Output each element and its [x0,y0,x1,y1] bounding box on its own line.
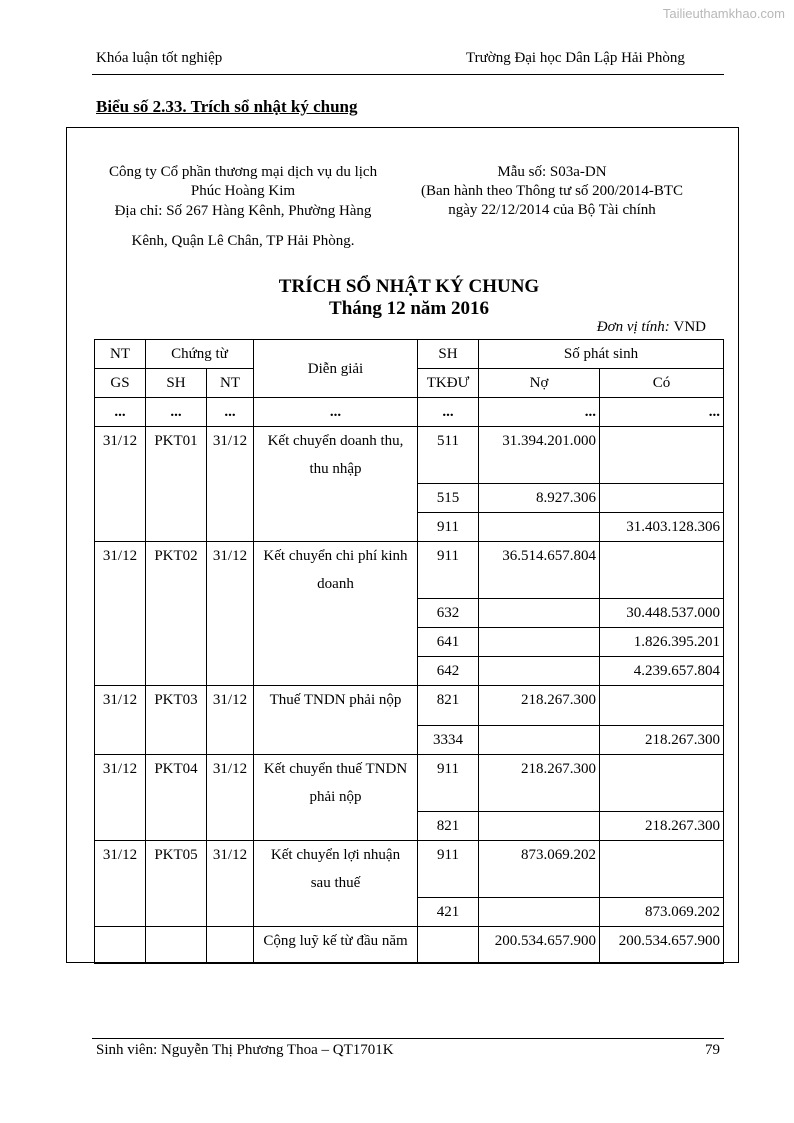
header-co: Có [600,369,724,398]
dots-cell: ... [479,398,600,427]
entry-credit: 1.826.395.201 [600,628,724,657]
dots-cell: ... [95,398,146,427]
header-sh: SH [146,369,207,398]
total-credit: 200.534.657.900 [600,927,724,964]
entry-account: 511 [418,427,479,484]
header-chung-tu: Chứng từ [146,340,254,369]
entry-sh: PKT02 [146,542,207,686]
entry-account: 821 [418,812,479,841]
form-code: Mẫu số: S03a-DN [497,164,607,180]
empty-cell [146,927,207,964]
table-row [95,542,724,599]
entry-debit: 36.514.657.804 [479,542,600,599]
entry-date: 31/12 [95,755,146,841]
entry-sh: PKT05 [146,841,207,927]
entry-sh: PKT04 [146,755,207,841]
entry-account: 911 [418,841,479,898]
entry-credit: 31.403.128.306 [600,513,724,542]
footer-rule [92,1038,724,1039]
entry-description: Kết chuyển thuế TNDN phải nộp [254,755,418,841]
entry-account: 911 [418,513,479,542]
empty-cell [207,927,254,964]
entry-credit: 4.239.657.804 [600,657,724,686]
table-total-row [95,927,724,964]
entry-account: 911 [418,755,479,812]
company-address-line1: Địa chỉ: Số 267 Hàng Kênh, Phường Hàng [114,203,372,219]
entry-credit [600,686,724,726]
entry-debit [479,726,600,755]
footer-student: Sinh viên: Nguyễn Thị Phương Thoa – QT1701K [96,1042,394,1058]
entry-debit [479,898,600,927]
figure-title: Biểu số 2.33. Trích sổ nhật ký chung [96,97,358,116]
entry-debit: 8.927.306 [479,484,600,513]
entry-date: 31/12 [95,841,146,927]
header-gs: GS [95,369,146,398]
currency-unit [597,319,706,336]
entry-nt: 31/12 [207,542,254,686]
table-row [95,686,724,726]
entry-nt: 31/12 [207,841,254,927]
entry-credit: 30.448.537.000 [600,599,724,628]
header-sh-tkdu: SH [418,340,479,369]
entry-account: 642 [418,657,479,686]
entry-credit [600,484,724,513]
total-debit: 200.534.657.900 [479,927,600,964]
entry-description: Thuế TNDN phải nộp [254,686,418,755]
entry-debit [479,513,600,542]
journal-title [0,276,794,320]
currency-unit-value: VND [673,319,706,335]
entry-sh: PKT03 [146,686,207,755]
table-row [95,427,724,484]
dots-cell: ... [418,398,479,427]
journal-title-main: TRÍCH SỔ NHẬT KÝ CHUNG [278,276,540,297]
entry-description: Kết chuyển lợi nhuận sau thuế [254,841,418,927]
entry-credit [600,542,724,599]
journal-table [94,339,724,964]
entry-description: Kết chuyển doanh thu, thu nhập [254,427,418,542]
empty-cell [418,927,479,964]
entry-debit [479,599,600,628]
entry-credit: 218.267.300 [600,812,724,841]
entry-account: 632 [418,599,479,628]
company-block [93,163,393,250]
header-nt-gs: NT [95,340,146,369]
page-number: 79 [705,1042,720,1058]
table-header-row [95,340,724,369]
watermark: Tailieuthamkhao.com [662,6,785,21]
entry-credit: 873.069.202 [600,898,724,927]
journal-title-sub: Tháng 12 năm 2016 [329,298,489,319]
header-tkdu: TKĐƯ [418,369,479,398]
entry-debit: 31.394.201.000 [479,427,600,484]
entry-date: 31/12 [95,686,146,755]
header-so-phat-sinh: Số phát sinh [479,340,724,369]
entry-account: 3334 [418,726,479,755]
entry-date: 31/12 [95,542,146,686]
entry-nt: 31/12 [207,755,254,841]
table-row [95,755,724,812]
entry-account: 821 [418,686,479,726]
entry-account: 641 [418,628,479,657]
entry-account: 421 [418,898,479,927]
entry-description: Kết chuyển chi phí kinh doanh [254,542,418,686]
company-address-line2: Kênh, Quận Lê Chân, TP Hải Phòng. [131,233,355,249]
entry-debit [479,628,600,657]
header-dien-giai: Diễn giải [254,340,418,398]
dots-cell: ... [254,398,418,427]
company-name-line1: Công ty Cổ phần thương mại dịch vụ du lịch [108,164,378,180]
header-university: Trường Đại học Dân Lập Hải Phòng [466,50,685,66]
entry-account: 515 [418,484,479,513]
entry-nt: 31/12 [207,686,254,755]
entry-debit: 218.267.300 [479,755,600,812]
header-thesis-label: Khóa luận tốt nghiệp [96,50,223,66]
entry-credit [600,427,724,484]
entry-credit [600,755,724,812]
entry-nt: 31/12 [207,427,254,542]
table-row-dots [95,398,724,427]
empty-cell [95,927,146,964]
entry-debit: 218.267.300 [479,686,600,726]
table-row [95,841,724,898]
entry-credit [600,841,724,898]
entry-debit [479,812,600,841]
entry-credit: 218.267.300 [600,726,724,755]
entry-date: 31/12 [95,427,146,542]
total-label: Cộng luỹ kế từ đầu năm [254,927,418,964]
header-rule [92,74,724,75]
dots-cell: ... [207,398,254,427]
entry-account: 911 [418,542,479,599]
entry-sh: PKT01 [146,427,207,542]
form-info-block [402,163,702,220]
dots-cell: ... [600,398,724,427]
header-nt: NT [207,369,254,398]
entry-debit [479,657,600,686]
company-name-line2: Phúc Hoàng Kim [190,183,296,199]
entry-debit: 873.069.202 [479,841,600,898]
header-no: Nợ [479,369,600,398]
form-issued-line1: (Ban hành theo Thông tư số 200/2014-BTC [420,183,683,199]
dots-cell: ... [146,398,207,427]
currency-unit-label: Đơn vị tính: [596,319,670,335]
form-issued-line2: ngày 22/12/2014 của Bộ Tài chính [448,202,656,218]
